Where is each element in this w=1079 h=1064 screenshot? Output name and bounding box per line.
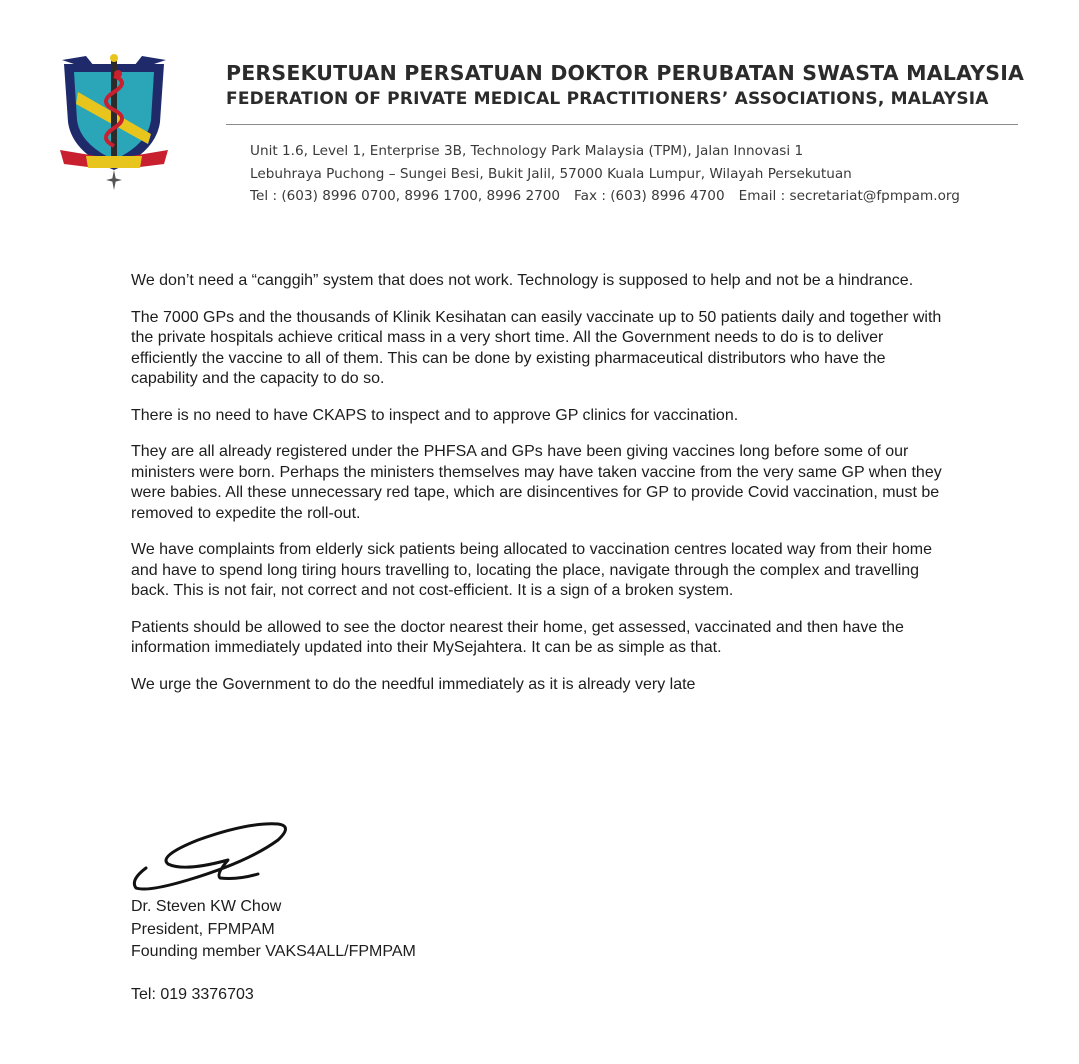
- email: Email : secretariat@fpmpam.org: [738, 188, 960, 204]
- crest-icon: [56, 52, 172, 192]
- letterhead: [0, 0, 1079, 230]
- paragraph: We urge the Government to do the needful immediately as it is already very late: [131, 675, 696, 693]
- signatory-telephone: Tel: 019 3376703: [131, 985, 254, 1003]
- address-line-2: Lebuhraya Puchong – Sungei Besi, Bukit Jalil, 57000 Kuala Lumpur, Wilayah Persekutuan: [250, 165, 852, 182]
- handwritten-signature: [128, 818, 298, 898]
- header-divider: [226, 124, 1018, 125]
- address-line-1: Unit 1.6, Level 1, Enterprise 3B, Technology Park Malaysia (TPM), Jalan Innovasi 1: [250, 143, 804, 159]
- fpmpam-crest-logo: [56, 52, 172, 192]
- paragraph: We don’t need a “canggih” system that does not work. Technology is supposed to help and not be a hindrance.: [131, 272, 914, 289]
- organization-name: [226, 60, 1026, 112]
- paragraph: They are all already registered under the PHFSA and GPs have been giving vaccines long before some of our ministers were born. Perhaps the ministers themselves may have taken vaccine from the very same GP when they were babies. All these unnecessary red tape, which are disincentives for GP to provide Covid vaccination, must be removed to expedite the roll-out.: [131, 443, 942, 522]
- organization-name-english: FEDERATION OF PRIVATE MEDICAL PRACTITIONERS’ ASSOCIATIONS, MALAYSIA: [226, 89, 989, 109]
- paragraph: We have complaints from elderly sick patients being allocated to vaccination centres located way from their home and have to spend long tiring hours travelling to, locating the place, navigate through the complex and travelling back. This is not fair, not correct and not cost-efficient. It is a sign of a broken system.: [131, 541, 932, 599]
- fax: Fax : (603) 8996 4700: [574, 188, 725, 204]
- organization-name-malay: PERSEKUTUAN PERSATUAN DOKTOR PERUBATAN SWASTA MALAYSIA: [226, 61, 1025, 85]
- signature-icon: [128, 818, 298, 898]
- signatory-role: Founding member VAKS4ALL/FPMPAM: [131, 943, 416, 960]
- signatory-block: [131, 896, 731, 1006]
- signatory-name: Dr. Steven KW Chow: [131, 898, 282, 915]
- paragraph: The 7000 GPs and the thousands of Klinik Kesihatan can easily vaccinate up to 50 patients daily and together with the private hospitals achieve critical mass in a very short time. All the Government needs to do is to deliver efficiently the vaccine to all of them. This can be done by existing pharmaceutical distributors who have the capability and the capacity to do so.: [131, 308, 942, 387]
- signatory-title: President, FPMPAM: [131, 920, 275, 938]
- paragraph: There is no need to have CKAPS to inspect and to approve GP clinics for vaccination.: [131, 406, 739, 424]
- letter-body: [131, 271, 951, 711]
- organization-address: [250, 140, 1030, 208]
- telephone: Tel : (603) 8996 0700, 8996 1700, 8996 2700: [250, 188, 561, 204]
- contact-line: [250, 185, 1030, 208]
- paragraph: Patients should be allowed to see the doctor nearest their home, get assessed, vaccinated and then have the information immediately updated into their MySejahtera. It can be as simple as that.: [131, 618, 904, 656]
